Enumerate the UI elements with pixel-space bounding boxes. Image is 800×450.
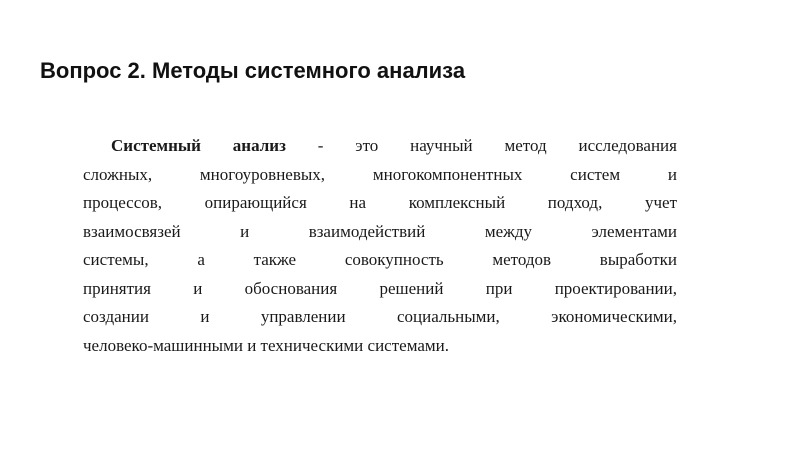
paragraph-line: человеко-машинными и техническими системами. xyxy=(83,335,449,355)
defined-term: Системный анализ xyxy=(111,136,286,155)
first-line-text: - это научный метод исследования xyxy=(285,136,677,155)
paragraph-line: принятия и обоснования решений при проектировании, xyxy=(83,278,677,298)
paragraph-line: системы, а также совокупность методов выработки xyxy=(83,250,677,269)
slide-title: Вопрос 2. Методы системного анализа xyxy=(40,58,466,83)
paragraph-line: взаимосвязей и взаимодействий между элементами xyxy=(83,221,677,241)
paragraph-line: создании и управлении социальными, экономическими, xyxy=(83,307,677,326)
paragraph-line xyxy=(83,132,677,161)
paragraph-line: сложных, многоуровневых, многокомпонентных систем и xyxy=(83,164,677,184)
paragraph-line: процессов, опирающийся на комплексный подход, учет xyxy=(83,193,677,212)
definition-paragraph xyxy=(83,132,677,360)
